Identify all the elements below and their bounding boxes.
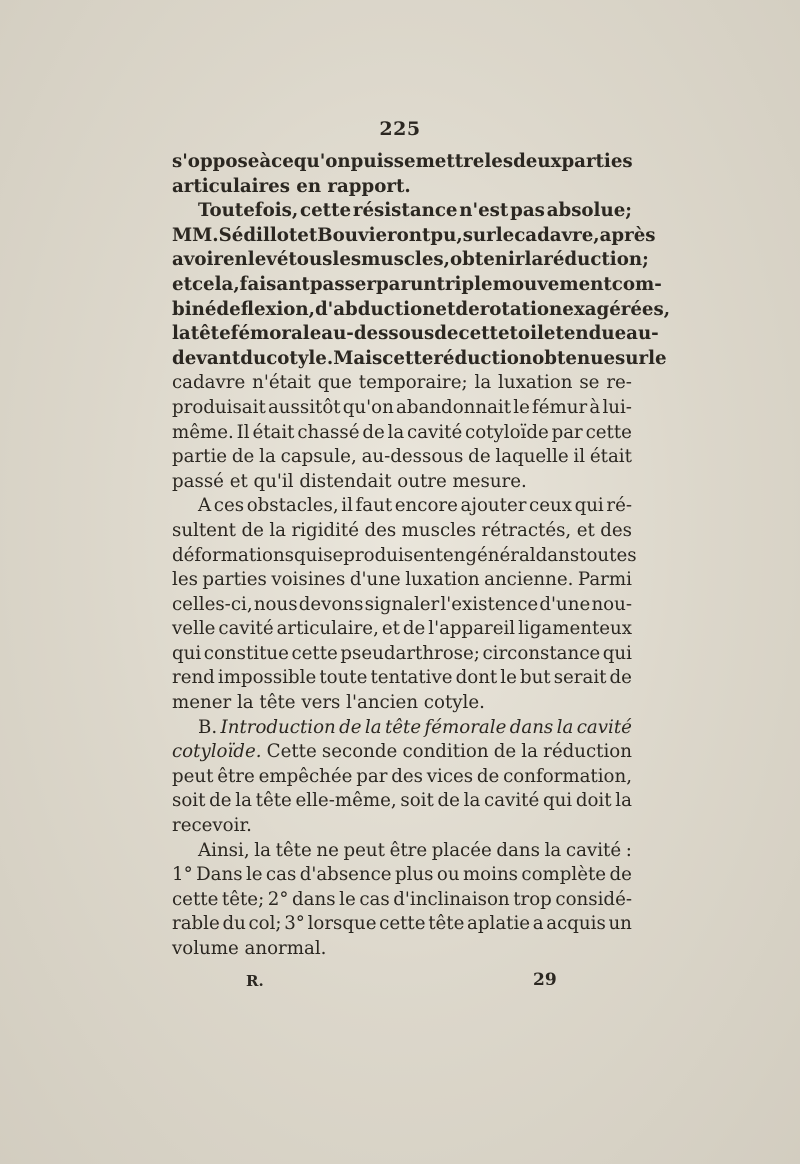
- text-line: Ainsi, la tête ne peut être placée dans la cavité :: [198, 839, 632, 861]
- text-line: [172, 937, 632, 962]
- section-b-title-end: cotyloïde.: [172, 741, 262, 763]
- text-line: biné de flexion, d'abduction et de rotation exagérées,: [172, 298, 671, 320]
- line-text: volume anormal.: [172, 938, 327, 959]
- line-text: articulaires en rapport.: [172, 175, 411, 197]
- text-line: devant du cotyle. Mais cette réduction obtenue sur le: [172, 347, 667, 369]
- text-line: produisait aussitôt qu'on abandonnait le fémur à lui-: [172, 396, 632, 418]
- text-line: velle cavité articulaire, et de l'appareil ligamenteux: [172, 618, 632, 640]
- text-line: rend impossible toute tentative dont le but serait de: [172, 667, 632, 689]
- line-text: passé et qu'il distendait outre mesure.: [172, 470, 527, 492]
- text-line: peut être empêchée par des vices de conformation,: [172, 765, 632, 787]
- text-line: partie de la capsule, au-dessous de laquelle il était: [172, 446, 632, 468]
- signature-mark: R.: [246, 972, 264, 990]
- text-line: [172, 814, 632, 839]
- page-footer: [0, 970, 800, 994]
- text-line: [172, 691, 632, 716]
- line-text: mener la tête vers l'ancien cotyle.: [172, 692, 485, 714]
- line-text: recevoir.: [172, 815, 252, 837]
- text-line: celles-ci, nous devons signaler l'existence d'une nou-: [172, 593, 632, 615]
- text-line: sultent de la rigidité des muscles rétractés, et des: [172, 519, 632, 541]
- text-line: les parties voisines d'une luxation ancienne. Parmi: [172, 569, 632, 591]
- text-line: qui constitue cette pseudarthrose; circonstance qui: [172, 642, 632, 664]
- page-number: 225: [379, 118, 421, 140]
- text-line: soit de la tête elle-même, soit de la cavité qui doit la: [172, 790, 632, 812]
- text-line: s'oppose à ce qu'on puisse mettre les deux parties: [172, 151, 633, 172]
- section-b-heading: B. Introduction de la tête fémorale dans la cavité: [172, 716, 632, 741]
- text-line: avoir enlevé tous les muscles, obtenir la réduction;: [172, 249, 649, 271]
- text-line: 1° Dans le cas d'absence plus ou moins complète de: [172, 864, 632, 886]
- text-line: rable du col; 3° lorsque cette tête aplatie a acquis un: [172, 913, 632, 935]
- section-b-line: cotyloïde. Cette seconde condition de la réduction: [172, 740, 632, 765]
- text-line: même. Il était chassé de la cavité cotyloïde par cette: [172, 421, 632, 443]
- text-line: cette tête; 2° dans le cas d'inclinaison trop considé-: [172, 888, 632, 910]
- text-line: Toutefois, cette résistance n'est pas absolue;: [198, 200, 632, 222]
- text-line: déformations qui se produisent en général dans toutes: [172, 544, 637, 566]
- text-line: la tête fémorale au-dessous de cette toile tendue au-: [172, 323, 659, 345]
- text-line: cadavre n'était que temporaire; la luxation se re-: [172, 372, 632, 394]
- body-text: [172, 150, 671, 962]
- section-b-prefix: B.: [198, 716, 218, 738]
- sheet-number: 29: [533, 970, 557, 990]
- text-line: A ces obstacles, il faut encore ajouter ceux qui ré-: [198, 495, 632, 517]
- text-line: [172, 175, 632, 200]
- text-line: [172, 470, 632, 495]
- text-line: et cela, faisant passer par un triple mouvement com-: [172, 273, 662, 295]
- text-line: MM. Sédillot et Bouvier ont pu, sur le cadavre, après: [172, 224, 656, 246]
